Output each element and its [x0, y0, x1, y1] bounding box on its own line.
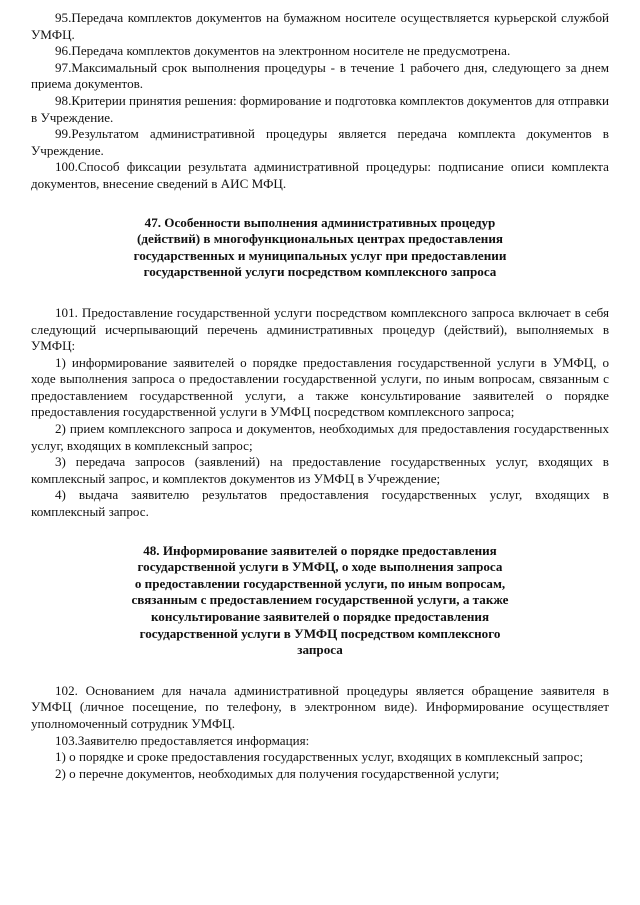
paragraph-95: 95.Передача комплектов документов на бумажном носителе осуществляется курьерской службой УМФЦ.	[31, 10, 609, 42]
list-item-103-1: 1) о порядке и сроке предоставления государственных услуг, входящих в комплексный запрос;	[55, 749, 584, 765]
paragraph-98: 98.Критерии принятия решения: формирование и подготовка комплектов документов для отправки в Учреждение.	[31, 92, 609, 125]
list-item-101-1: 1) информирование заявителей о порядке предоставления государственной услуги в УМФЦ, о ходе выполнения запроса о предоставлении государственной услуги, по иным вопросам, связанным с предоставлением государственной услуги, а также консультирование заявителей о порядке предоставления государственной услуги в УМФЦ посредством комплексного запроса;	[31, 354, 609, 420]
heading-47-line: государственных и муниципальных услуг при предоставлении	[133, 247, 507, 263]
heading-48-line: 48. Информирование заявителей о порядке предоставления	[143, 542, 497, 558]
heading-48-line: государственной услуги в УМФЦ посредством комплексного	[139, 625, 501, 641]
list-item-101-3: 3) передача запросов (заявлений) на предоставление государственных услуг, входящих в комплексный запрос, и комплектов документов из УМФЦ в Учреждение;	[31, 454, 609, 486]
heading-47-line: государственной услуги посредством комплексного запроса	[143, 264, 497, 280]
paragraph-101: 101. Предоставление государственной услуги посредством комплексного запроса включает в себя следующий исчерпывающий перечень административных процедур (действий), выполняемых в УМФЦ:	[31, 304, 609, 354]
list-item-101-4: 4) выдача заявителю результатов предоставления государственных услуг, входящих в комплексный запрос.	[31, 487, 609, 520]
paragraph-96: 96.Передача комплектов документов на электронном носителе не предусмотрена.	[55, 43, 511, 59]
list-item-103-2: 2) о перечне документов, необходимых для получения государственной услуги;	[55, 765, 500, 781]
heading-48-line: запроса	[297, 642, 343, 658]
list-item-101-2: 2) прием комплексного запроса и документов, необходимых для предоставления государственных услуг, входящих в комплексный запрос;	[31, 421, 609, 453]
heading-48-line: о предоставлении государственной услуги, по иным вопросам,	[134, 575, 506, 591]
paragraph-100: 100.Способ фиксации результата административной процедуры: подписание описи комплекта документов, внесение сведений в АИС МФЦ.	[31, 159, 609, 191]
section-heading-48	[105, 543, 535, 659]
paragraph-102: 102. Основанием для начала административной процедуры является обращение заявителя в УМФЦ (личное посещение, по телефону, в электронном виде). Информирование осуществляет уполномоченный сотрудник УМФЦ.	[31, 682, 609, 731]
paragraph-97: 97.Максимальный срок выполнения процедуры - в течение 1 рабочего дня, следующего за днем приема документов.	[31, 59, 609, 92]
heading-47-line: 47. Особенности выполнения административных процедур	[144, 214, 496, 230]
heading-47-line: (действий) в многофункциональных центрах предоставления	[137, 231, 503, 247]
heading-48-line: связанным с предоставлением государственной услуги, а также	[131, 592, 509, 608]
paragraph-99: 99.Результатом административной процедуры является передача комплекта документов в Учреждение.	[31, 126, 609, 158]
document-body	[31, 10, 609, 782]
section-heading-47	[105, 215, 535, 281]
heading-48-line: государственной услуги в УМФЦ, о ходе выполнения запроса	[137, 559, 503, 575]
paragraph-103: 103.Заявителю предоставляется информация:	[55, 732, 310, 748]
heading-48-line: консультирование заявителей о порядке предоставления	[150, 609, 490, 624]
